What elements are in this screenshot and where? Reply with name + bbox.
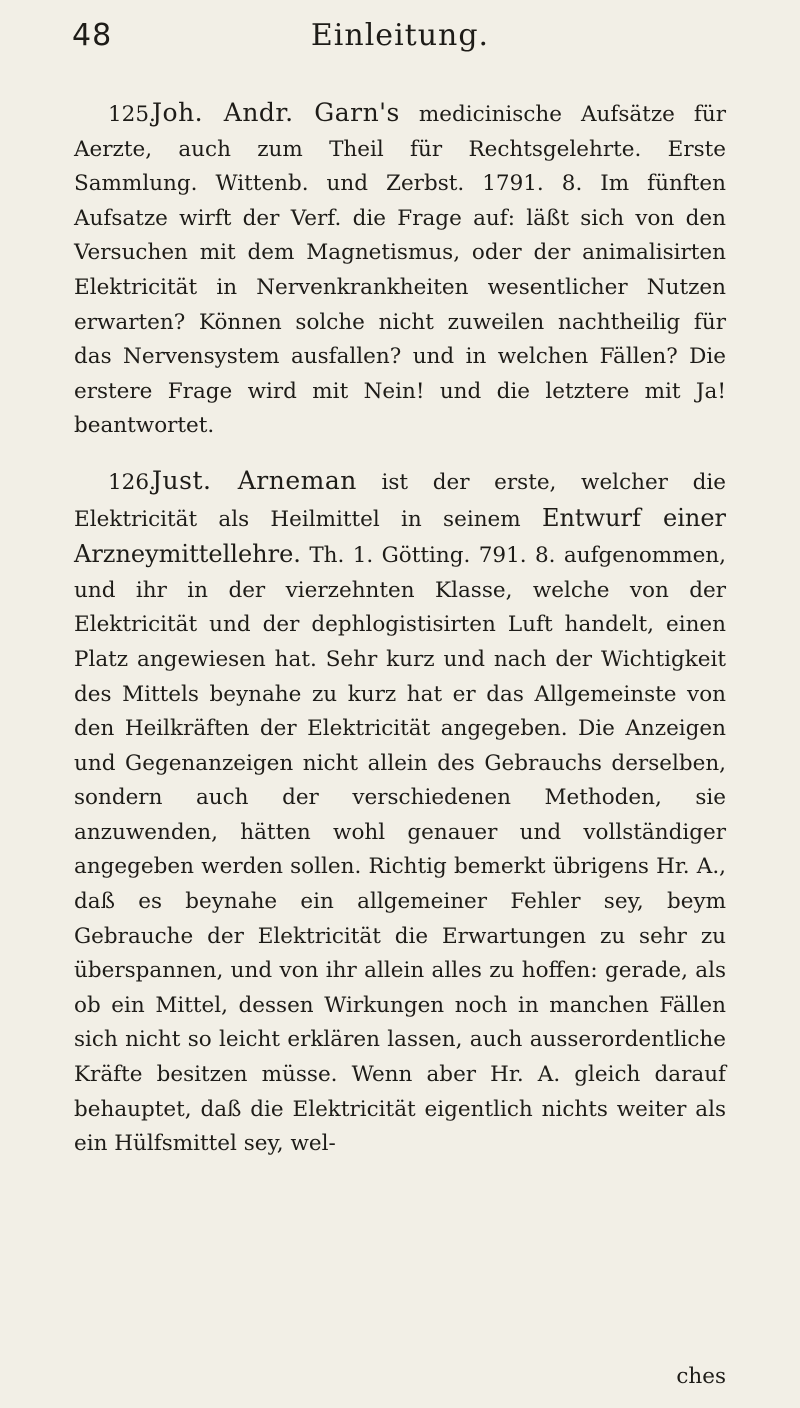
entry-text: ist der erste, welcher die Elektricität als Heilmittel in seinem	[74, 469, 726, 532]
entry-number: 126.	[108, 469, 156, 495]
entry-author: Joh. Andr. Garn's	[152, 98, 400, 127]
entry-text-continued: Th. 1. Götting. 791. 8. aufgenommen, und ihr in der vierzehnten Klasse, welche von der Elektricität und der dephlogistisirten Luft handelt, einen Platz angewiesen hat. Sehr kurz und nach der Wichtigkeit des Mittels beynahe zu kurz hat er das Allgemeinste von den Heilkräften der Elektricität angegeben. Die Anzeigen und Gegenanzeigen nicht allein des Gebrauchs derselben, sondern auch der verschiedenen Methoden, sie anzuwenden, hätten wohl genauer und vollständiger angegeben werden sollen. Richtig bemerkt übrigens Hr. A., daß es beynahe ein allgemeiner Fehler sey, beym Gebrauche der Elektricität die Erwartungen zu sehr zu überspannen, und von ihr allein alles zu hoffen: gerade, als ob ein Mittel, dessen Wirkungen noch in manchen Fällen sich nicht so leicht erklären lassen, auch ausserordentliche Kräfte besitzen müsse. Wenn aber Hr. A. gleich darauf behauptet, daß die Elektricität eigentlich nichts weiter als ein Hülfsmittel sey, wel-	[74, 543, 726, 1157]
page-header	[72, 18, 728, 58]
bibliography-entry-125	[74, 96, 726, 444]
entry-text: medicinische Aufsätze für Aerzte, auch zum Theil für Rechtsgelehrte. Erste Sammlung. Wittenb. und Zerbst. 1791. 8. Im fünften Aufsatze wirft der Verf. die Frage auf: läßt sich von den Versuchen mit dem Magnetismus, oder der animalisirten Elektricität in Nervenkrankheiten wesentlicher Nutzen erwarten? Können solche nicht zuweilen nachtheilig für das Nervensystem ausfallen? und in welchen Fällen? Die erstere Frage wird mit Nein! und die letztere mit Ja! beantwortet.	[74, 102, 726, 439]
catchword: ches	[676, 1364, 726, 1389]
entry-title: Entwurf einer Arzneymittellehre.	[74, 503, 726, 569]
page-number: 48	[72, 18, 113, 53]
page-body	[74, 96, 726, 1162]
entry-number: 125.	[108, 102, 156, 127]
running-head: Einleitung.	[310, 18, 490, 53]
entry-author: Just. Arneman	[152, 465, 357, 495]
bibliography-entry-126	[74, 464, 726, 1162]
